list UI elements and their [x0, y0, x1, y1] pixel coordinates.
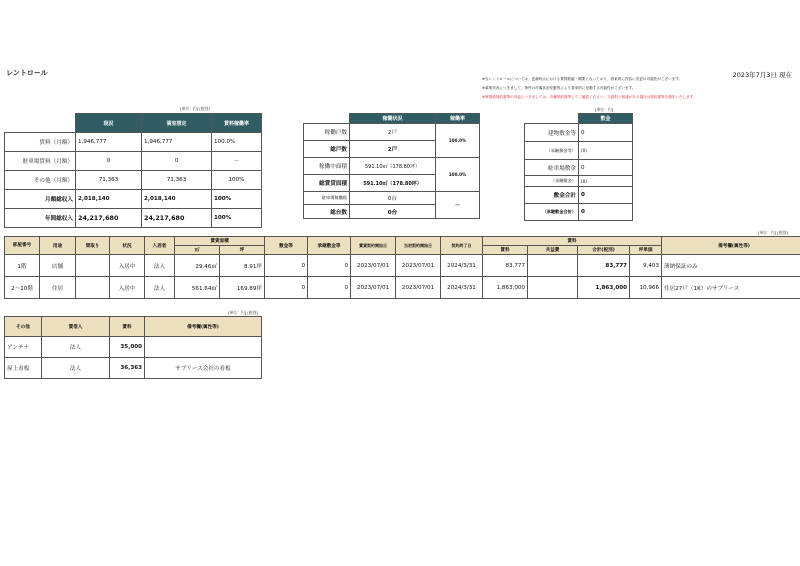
header-tsubo: 坪	[220, 246, 265, 255]
page-title: レントロール	[6, 69, 48, 77]
occupancy-row: 総台数 0台	[304, 205, 480, 219]
header-layout: 間取り	[76, 237, 110, 255]
deposit-row: 建物敷金等 0	[525, 124, 633, 142]
header-other-rent: 賃料	[110, 317, 145, 337]
deposit-row: 駐車場敷金 0	[525, 160, 633, 176]
header-rent-occupancy-rate: 賃料稼働率	[212, 114, 262, 133]
header-inherited-deposit: 承継敷金等	[308, 237, 351, 255]
header-deposit: 敷金等	[265, 237, 308, 255]
units-unit-label: [単位：円] [税別]	[758, 230, 788, 235]
deposit-row: （承継敷金合計） 0	[525, 204, 633, 221]
table-row: 屋上看板 法人 36,363 サブリース会社の看板	[5, 358, 262, 379]
disclaimer-note-3: ※賃貸借契約書等の内容につきましては、各種契約書等にてご確認ください。当資料と相違がある場合は契約書等を優先いたします。	[482, 95, 697, 99]
disclaimer-note-2: ※募集状況につきまして、物件の市場状況変動等により将来的に変動する可能性がございます。	[482, 86, 636, 90]
deposit-row: 敷金合計 0	[525, 187, 633, 204]
header-occupancy-status: 稼働状況	[350, 114, 436, 124]
occupancy-row: 総賃貸面積 591.10㎡（178.80坪）	[304, 175, 480, 192]
header-deposit: 敷金	[579, 114, 633, 124]
as-of-date: 2023年7月3日 現在	[732, 71, 792, 79]
header-lessee: 賃借人	[42, 317, 110, 337]
header-area: 賃貸面積	[175, 237, 265, 246]
occupancy-row: 総戸数 2戸	[304, 141, 480, 158]
summary-row: 月額総収入 2,018,140 2,018,140 100%	[5, 190, 262, 209]
summary-unit-label: [単位：円] [税別]	[180, 106, 210, 111]
occupancy-table	[303, 113, 480, 219]
header-room-number: 部屋番号	[5, 237, 40, 255]
summary-row: その他（月額） 71,363 71,363 100%	[5, 171, 262, 190]
deposit-row: （承継敷金） (0)	[525, 176, 633, 187]
header-current: 現況	[76, 114, 142, 133]
header-common-fee: 共益費	[528, 246, 578, 255]
header-contract-start: 賃貸契約開始日	[351, 237, 396, 255]
header-occupancy-rate: 稼働率	[436, 114, 480, 124]
header-other-remarks: 備考欄(属性等)	[145, 317, 262, 337]
disclaimer-note-1: ※当レントロールについては、更新時点における賃貸数値・概要となっており、将来的に内容に変更の可能性がございます。	[482, 77, 683, 81]
table-row: 2～10階 住居 入居中 法人 561.64㎡ 169.89坪 0 0 2023/07/01 2023/07/01 2024/3/31 1,863,000 1,863,000 10,966 住居27戸（1K）のサブリース	[5, 277, 800, 299]
header-tenant: 入居者	[145, 237, 175, 255]
summary-row: 駐車場賃料（月額） 0 0 －	[5, 152, 262, 171]
deposit-table	[524, 113, 633, 221]
header-remarks: 備考欄(属性等)	[662, 237, 800, 255]
other-unit-label: [単位：円] [税別]	[228, 310, 258, 315]
summary-row: 年間総収入 24,217,680 24,217,680 100%	[5, 209, 262, 228]
deposit-row: （承継敷金等） (0)	[525, 142, 633, 160]
header-rent: 賃料	[483, 246, 528, 255]
other-income-table	[4, 316, 262, 379]
summary-row: 賃料（月額） 1,946,777 1,946,777 100.0%	[5, 133, 262, 152]
header-total: 合計(税別)	[578, 246, 630, 255]
header-tsubo-price: 坪単価	[630, 246, 662, 255]
table-row: 1階 店舗 入居中 法人 29.46㎡ 8.91坪 0 0 2023/07/01 2023/07/01 2024/3/31 83,777 83,777 9,403 薄納保証のみ	[5, 255, 800, 277]
income-summary-table	[4, 113, 262, 228]
header-contract-end: 契約終了日	[441, 237, 483, 255]
header-rent-group: 賃料	[483, 237, 662, 246]
table-row: アンテナ 法人 35,000	[5, 337, 262, 358]
occupancy-row: 駐車場稼働数 0台 －	[304, 192, 480, 205]
header-full-occupancy: 満室想定	[142, 114, 212, 133]
deposit-unit-label: [単位：円]	[595, 107, 614, 112]
header-sqm: ㎡	[175, 246, 220, 255]
occupancy-row: 稼働中面積 591.10㎡（178.80坪） 100.0%	[304, 158, 480, 175]
occupancy-row: 稼働戸数 2戸 100.0%	[304, 124, 480, 141]
header-original-start: 当初契約開始日	[396, 237, 441, 255]
header-other-item: その他	[5, 317, 42, 337]
header-use: 用途	[40, 237, 76, 255]
header-status: 状況	[110, 237, 145, 255]
rent-roll-table	[4, 236, 800, 299]
